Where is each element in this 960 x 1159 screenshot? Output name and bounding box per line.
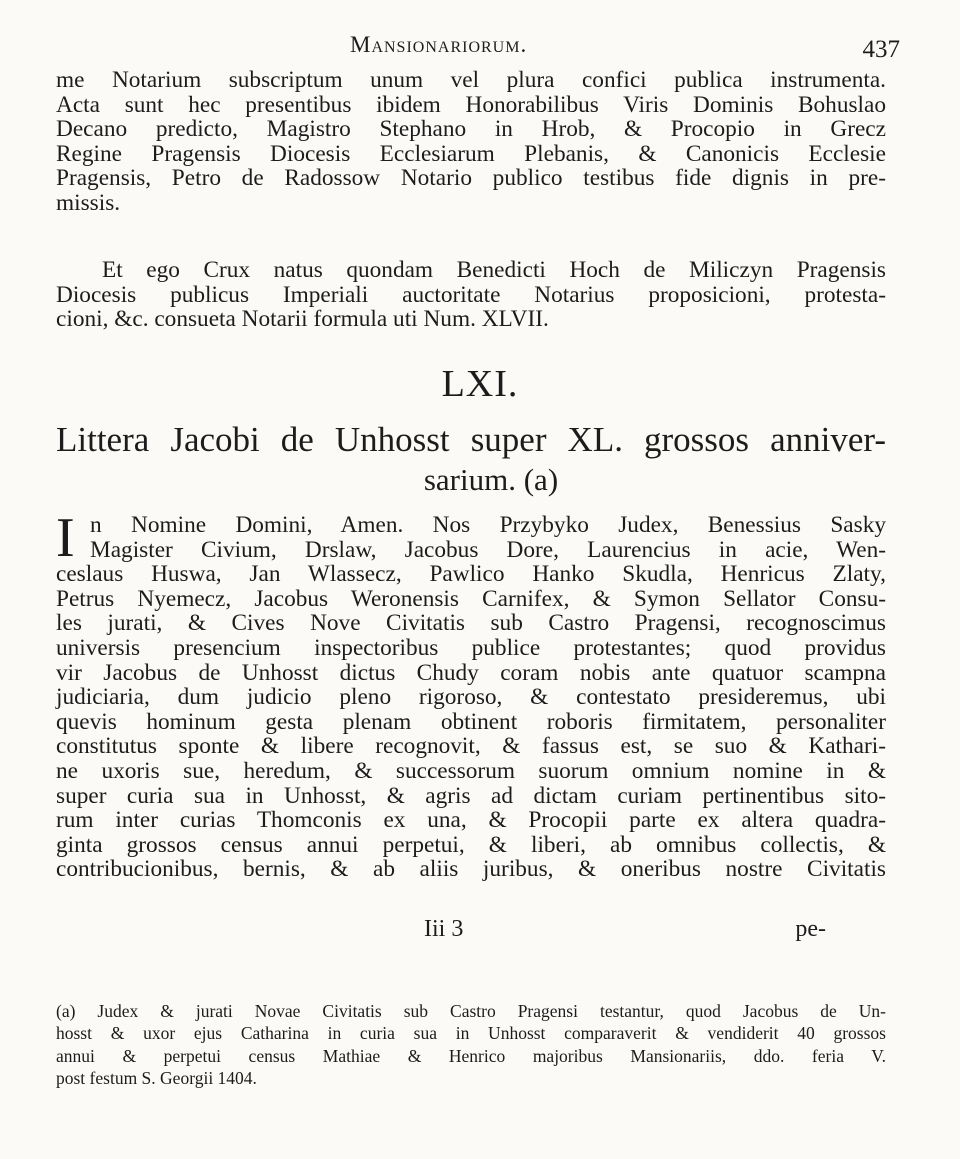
text-line: rum inter curias Thomconis ex una, & Procopii parte ex altera quadra-: [56, 807, 886, 834]
text-line: super curia sua in Unhosst, & agris ad dictam curiam pertinentibus sito-: [56, 782, 886, 809]
footnote: [56, 1000, 886, 1090]
text-line: ceslaus Huswa, Jan Wlassecz, Pawlico Hanko Skudla, Henricus Zlaty,: [56, 561, 886, 588]
text-line: quevis hominum gesta plenam obtinent roboris firmitatem, personaliter: [56, 708, 886, 735]
page-number: 437: [862, 36, 900, 63]
document-title: [56, 418, 886, 498]
text-line: universis presencium inspectoribus publice protestantes; quod providus: [56, 634, 886, 661]
text-line: cioni, &c. consueta Notarii formula uti Num. XLVII.: [56, 306, 549, 333]
text-line: Decano predicto, Magistro Stephano in Hrob, & Procopio in Grecz: [56, 116, 886, 143]
footnote-line: annui & perpetui census Mathiae & Henrico majoribus Mansionariis, ddo. feria V.: [56, 1045, 886, 1066]
text-line: Acta sunt hec presentibus ibidem Honorabilibus Viris Dominis Bohuslao: [56, 91, 886, 118]
footnote-line: hosst & uxor ejus Catharina in curia sua in Unhosst comparaverit & vendiderit 40 grossos: [56, 1023, 886, 1044]
text-line: Diocesis publicus Imperiali auctoritate Notarius proposicioni, protesta-: [56, 281, 886, 308]
text-line: vir Jacobus de Unhosst dictus Chudy coram nobis ante quatuor scampna: [56, 659, 886, 686]
text-line: les jurati, & Cives Nove Civitatis sub Castro Pragensi, recognoscimus: [56, 610, 886, 637]
text-line: Et ego Crux natus quondam Benedicti Hoch de Miliczyn Pragensis: [102, 257, 886, 283]
text-line: ne uxoris sue, heredum, & successorum suorum omnium nomine in &: [56, 757, 886, 784]
signature-mark: Iii 3: [424, 916, 464, 942]
running-title: Mansionariorum.: [350, 32, 528, 57]
text-line: me Notarium subscriptum unum vel plura confici publica instrumenta.: [56, 67, 886, 93]
continued-paragraph: [56, 68, 886, 216]
catchline: [56, 916, 886, 946]
text-line: Regine Pragensis Diocesis Ecclesiarum Plebanis, & Canonicis Ecclesie: [56, 140, 886, 167]
catchword: pe-: [795, 916, 826, 942]
drop-cap: I: [56, 507, 75, 569]
footnote-line: post festum S. Georgii 1404.: [56, 1068, 257, 1089]
text-line: Pragensis, Petro de Radossow Notario publico testibus fide dignis in pre-: [56, 165, 886, 192]
text-line: constitutus sponte & libere recognovit, & fassus est, se suo & Kathari-: [56, 733, 886, 760]
document-body: [56, 507, 886, 883]
document-title-line: Littera Jacobi de Unhosst super XL. grossos anniver-: [56, 420, 886, 459]
document-number: LXI.: [441, 363, 519, 405]
footnote-line: (a) Judex & jurati Novae Civitatis sub Castro Pragensi testantur, quod Jacobus de Un-: [56, 1001, 886, 1021]
text-line: Petrus Nyemecz, Jacobus Weronensis Carnifex, & Symon Sellator Consu-: [56, 585, 886, 612]
running-head: [350, 30, 900, 66]
text-line: judiciaria, dum judicio pleno rigoroso, & contestato presideremus, ubi: [56, 684, 886, 711]
text-line: Magister Civium, Drslaw, Jacobus Dore, Laurencius in acie, Wen-: [90, 536, 886, 563]
text-line: ginta grossos census annui perpetui, & liberi, ab omnibus collectis, &: [56, 831, 886, 858]
text-line: n Nomine Domini, Amen. Nos Przybyko Judex, Benessius Sasky: [90, 512, 886, 538]
notary-paragraph: [56, 258, 886, 332]
text-line: missis.: [56, 189, 121, 216]
document-title-line: sarium. (a): [423, 462, 559, 497]
text-line: contribucionibus, bernis, & ab aliis juribus, & oneribus nostre Civitatis: [56, 856, 886, 883]
